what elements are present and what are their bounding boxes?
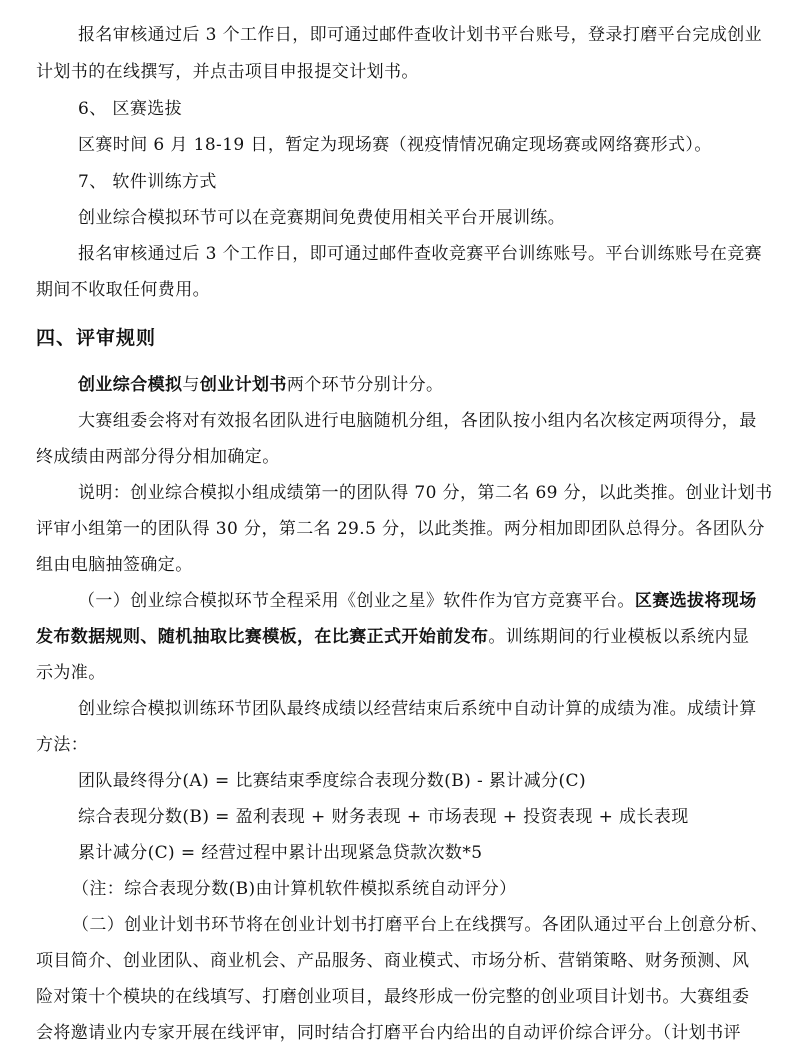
paragraph-line: 报名审核通过后 3 个工作日，即可通过邮件查收竞赛平台训练账号。平台训练账号在竞赛 <box>78 244 763 264</box>
paragraph-line: 险对策十个模块的在线填写、打磨创业项目，最终形成一份完整的创业项目计划书。大赛组委 <box>36 987 750 1007</box>
paragraph-line <box>36 626 749 648</box>
note-line: （注：综合表现分数(B)由计算机软件模拟系统自动评分） <box>72 879 517 899</box>
paragraph-line: 区赛时间 6 月 18-19 日，暂定为现场赛（视疫情情况确定现场赛或网络赛形式）。 <box>78 135 712 155</box>
paragraph-line: 方法： <box>36 735 89 755</box>
paragraph-line: 期间不收取任何费用。 <box>36 280 210 300</box>
paragraph-line: 终成绩由两部分得分相加确定。 <box>36 447 280 467</box>
paragraph-line: （二）创业计划书环节将在创业计划书打磨平台上在线撰写。各团队通过平台上创意分析、 <box>72 915 768 935</box>
line-text: 两个环节分别计分。 <box>286 375 444 395</box>
formula-line: 综合表现分数(B) = 盈利表现 + 财务表现 + 市场表现 + 投资表现 + 成长表现 <box>78 807 689 827</box>
paragraph-line: 说明：创业综合模拟小组成绩第一的团队得 70 分，第二名 69 分，以此类推。创业计划书 <box>78 483 773 503</box>
bold-emphasis: 区赛选拔将现场 <box>634 591 757 611</box>
paragraph-line: 大赛组委会将对有效报名团队进行电脑随机分组，各团队按小组内名次核定两项得分，最 <box>78 411 757 431</box>
section-heading: 四、评审规则 <box>36 327 157 349</box>
line-text: （一）创业综合模拟环节全程采用《创业之星》软件作为官方竞赛平台。 <box>78 591 635 611</box>
formula-line: 团队最终得分(A) = 比赛结束季度综合表现分数(B) - 累计减分(C) <box>78 771 586 791</box>
paragraph-line: 会将邀请业内专家开展在线评审，同时结合打磨平台内给出的自动评价综合评分。（计划书评 <box>36 1023 741 1043</box>
paragraph-line: 创业综合模拟环节可以在竞赛期间免费使用相关平台开展训练。 <box>78 208 566 228</box>
section-number-heading: 7、 软件训练方式 <box>78 172 217 192</box>
paragraph-line: 报名审核通过后 3 个工作日，即可通过邮件查收计划书平台账号，登录打磨平台完成创业 <box>78 25 763 45</box>
paragraph-line <box>78 590 757 612</box>
formula-line: 累计减分(C) = 经营过程中累计出现紧急贷款次数*5 <box>78 843 483 863</box>
paragraph-line: 组由电脑抽签确定。 <box>36 555 193 575</box>
bold-term: 创业综合模拟 <box>78 375 183 395</box>
line-text: 与 <box>182 375 200 395</box>
section-number-heading: 6、 区赛选拔 <box>78 99 183 119</box>
paragraph-line: 示为准。 <box>36 663 106 683</box>
bold-emphasis: 发布数据规则、随机抽取比赛模板，在比赛正式开始前发布 <box>36 627 489 647</box>
paragraph-line: 项目简介、创业团队、商业机会、产品服务、商业模式、市场分析、营销策略、财务预测、风 <box>36 951 750 971</box>
paragraph-line: 创业综合模拟训练环节团队最终成绩以经营结束后系统中自动计算的成绩为准。成绩计算 <box>78 699 757 719</box>
paragraph-line <box>78 374 443 396</box>
line-text: 。训练期间的行业模板以系统内显 <box>488 627 750 647</box>
paragraph-line: 计划书的在线撰写，并点击项目申报提交计划书。 <box>36 62 419 82</box>
bold-term: 创业计划书 <box>199 375 287 395</box>
paragraph-line: 评审小组第一的团队得 30 分，第二名 29.5 分，以此类推。两分相加即团队总得分。各团队分 <box>36 519 765 539</box>
